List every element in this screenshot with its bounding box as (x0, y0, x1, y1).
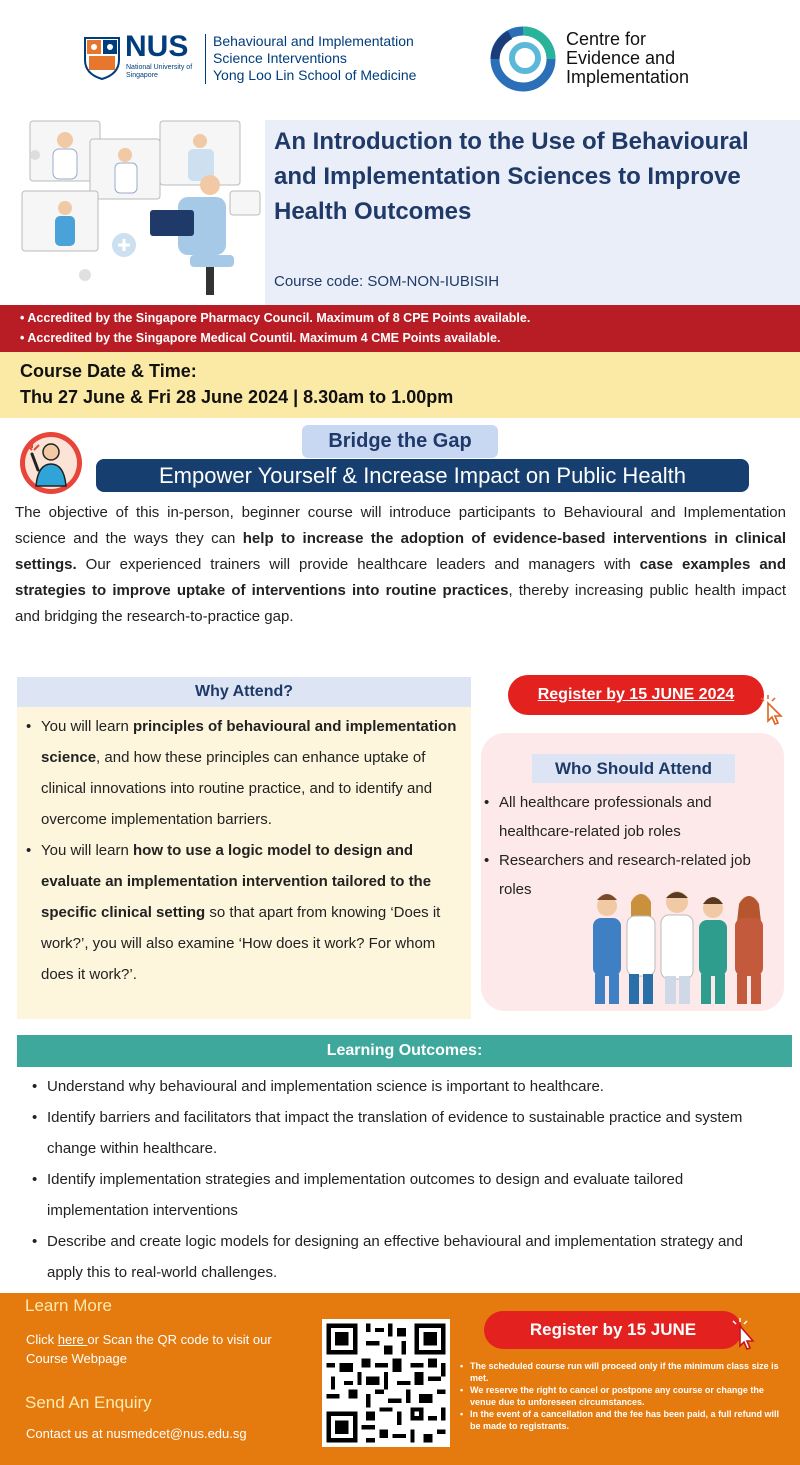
list-item: • Describe and create logic models for designing an effective behavioural and implementation strategy and apply this to real-world challenges. (30, 1226, 770, 1288)
healthcare-team-illustration (585, 888, 775, 1006)
note-item: • We reserve the right to cancel or postpone any course or change the venue due to unforeseen circumstances. (460, 1384, 792, 1408)
list-item (24, 835, 469, 990)
note-item: • The scheduled course run will proceed only if the minimum class size is met. (460, 1360, 792, 1384)
header (0, 0, 800, 115)
item-text: You will learn (41, 842, 133, 859)
course-title: An Introduction to the Use of Behavioural and Implementation Sciences to Improve Health Outcomes (274, 128, 749, 225)
accreditation-bar (0, 305, 800, 352)
learning-outcomes-list (30, 1071, 770, 1288)
cei-name (566, 30, 689, 87)
accreditation-item: • Accredited by the Singapore Medical Countil. Maximum 4 CME Points available. (20, 328, 800, 348)
list-item (24, 711, 469, 835)
learn-suffix: or Scan the QR code to visit our Course Webpage (26, 1332, 272, 1366)
cursor-click-icon (728, 1318, 762, 1350)
who-should-attend-list (484, 788, 784, 904)
nus-subtitle: National University of Singapore (126, 64, 193, 79)
empower-banner: Empower Yourself & Increase Impact on Public Health (96, 459, 749, 492)
bridge-the-gap-label: Bridge the Gap (302, 425, 498, 458)
register-button-footer[interactable]: Register by 15 JUNE (484, 1311, 742, 1349)
why-attend-list (24, 711, 469, 990)
course-code: Course code: SOM-NON-IUBISIH (274, 273, 500, 290)
course-date-bar (0, 352, 800, 418)
enquiry-heading: Send An Enquiry (25, 1393, 152, 1412)
intro-bold: case examples and strategies to improve uptake of interventions into routine practices (15, 556, 786, 599)
cei-line: Implementation (566, 67, 690, 87)
why-attend-heading: Why Attend? (17, 677, 471, 707)
date-label: Course Date & Time: (20, 361, 197, 381)
course-objective (15, 500, 786, 630)
date-value: Thu 27 June & Fri 28 June 2024 | 8.30am to 1.00pm (20, 387, 454, 407)
who-should-attend-heading: Who Should Attend (532, 754, 735, 783)
learn-more-heading: Learn More (25, 1296, 112, 1315)
learn-prefix: Click (26, 1332, 58, 1347)
intro-text: The objective of this in-person, beginner course will introduce participants to Behavioural and Implementation science and the ways they can (15, 504, 786, 547)
intro-text: Our experienced trainers will provide healthcare leaders and managers with (76, 556, 640, 573)
footer-notes (460, 1360, 792, 1432)
intro-bold: help to increase the adoption of evidence-based interventions in clinical settings. (15, 530, 786, 573)
qr-code-icon[interactable] (322, 1319, 450, 1447)
item-bold: how to use a logic model to design and evaluate an implementation intervention tailored to the specific clinical setting (41, 842, 432, 921)
cei-logo-icon (490, 26, 556, 92)
enquiry-contact[interactable]: Contact us at nusmedcet@nus.edu.sg (26, 1426, 247, 1441)
learn-more-text (26, 1330, 306, 1368)
accreditation-item: • Accredited by the Singapore Pharmacy Council. Maximum of 8 CPE Points available. (20, 308, 800, 328)
item-text: , and how these principles can enhance uptake of clinical innovations into routine practice, and to identify and overcome implementation barriers. (41, 749, 433, 828)
course-webpage-link[interactable]: here (57, 1332, 88, 1347)
telehealth-illustration (10, 115, 265, 305)
register-button[interactable]: Register by 15 JUNE 2024 (508, 675, 764, 715)
nus-wordmark: NUS (125, 30, 189, 63)
cursor-click-icon (758, 695, 788, 725)
bridge-person-icon (18, 430, 84, 496)
learning-outcomes-heading: Learning Outcomes: (17, 1035, 792, 1067)
bisi-line: Yong Loo Lin School of Medicine (213, 67, 417, 83)
nus-crest-icon (83, 36, 121, 80)
bisi-department (213, 33, 416, 84)
item-text: so that apart from knowing ‘Does it work?’, you will also examine ‘How does it work? For whom does it work?’. (41, 904, 441, 983)
item-bold: principles of behavioural and implementation science (41, 718, 457, 766)
bisi-line: Behavioural and Implementation (213, 33, 414, 49)
note-item: • In the event of a cancellation and the fee has been paid, a full refund will be made to registrants. (460, 1408, 792, 1432)
cei-line: Evidence and (566, 48, 676, 68)
header-divider (205, 34, 206, 84)
list-item: • Identify implementation strategies and implementation outcomes to design and evaluate tailored implementation interventions (30, 1164, 770, 1226)
list-item: • Understand why behavioural and implementation science is important to healthcare. (30, 1071, 770, 1102)
list-item: • Researchers and research-related job roles (484, 846, 784, 904)
bisi-line: Science Interventions (213, 50, 347, 66)
cei-line: Centre for (566, 29, 647, 49)
item-text: You will learn (41, 718, 133, 735)
list-item: • Identify barriers and facilitators that impact the translation of evidence to sustainable practice and system change within healthcare. (30, 1102, 770, 1164)
intro-text: , thereby increasing public health impact and bridging the research-to-practice gap. (15, 582, 786, 625)
list-item: • All healthcare professionals and healthcare-related job roles (484, 788, 784, 846)
